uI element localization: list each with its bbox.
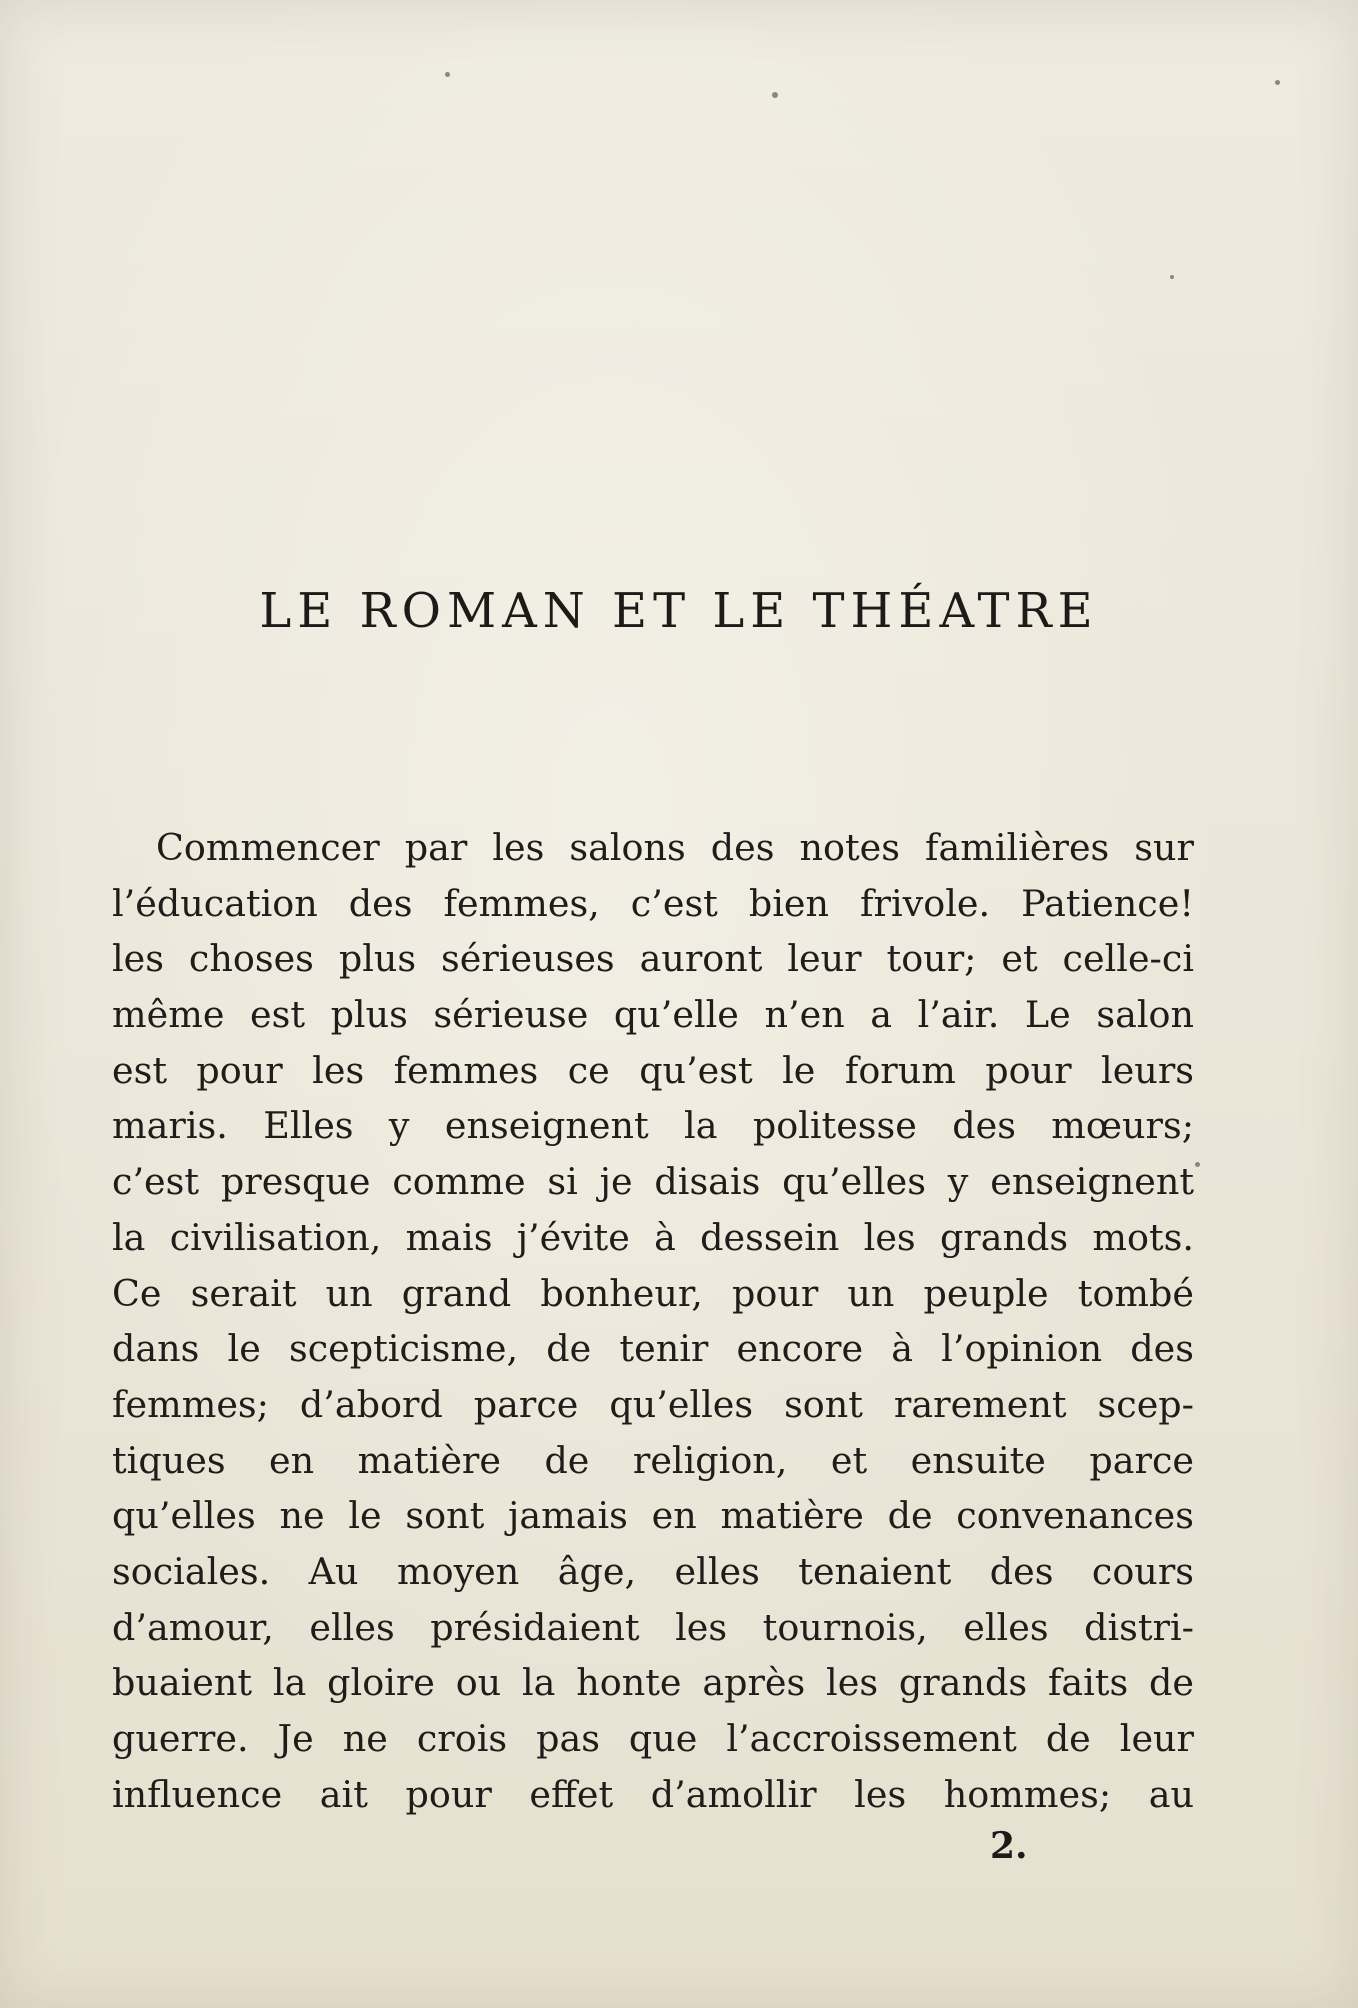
paper-speck bbox=[772, 92, 778, 98]
text-line: c’est presque comme si je disais qu’elles y enseignent bbox=[112, 1160, 1194, 1204]
text-line: la civilisation, mais j’évite à dessein les grands mots. bbox=[112, 1215, 1194, 1259]
body-paragraph bbox=[112, 820, 1194, 1822]
text-line: même est plus sérieuse qu’elle n’en a l’air. Le salon bbox=[112, 993, 1194, 1037]
text-line: est pour les femmes ce qu’est le forum pour leurs bbox=[112, 1048, 1194, 1092]
paper-speck bbox=[1195, 1162, 1200, 1167]
text-line: sociales. Au moyen âge, elles tenaient des cours bbox=[112, 1549, 1194, 1593]
paper-speck bbox=[1275, 80, 1280, 85]
signature-mark: 2. bbox=[990, 1825, 1028, 1867]
text-line: tiques en matière de religion, et ensuite parce bbox=[112, 1438, 1194, 1482]
text-line: buaient la gloire ou la honte après les grands faits de bbox=[112, 1661, 1194, 1705]
text-line: Commencer par les salons des notes familières sur bbox=[156, 826, 1194, 869]
text-line: qu’elles ne le sont jamais en matière de convenances bbox=[112, 1494, 1194, 1538]
paper-speck bbox=[445, 72, 450, 77]
chapter-title: LE ROMAN ET LE THÉATRE bbox=[259, 583, 1099, 639]
text-line: l’éducation des femmes, c’est bien frivole. Patience! bbox=[112, 881, 1194, 925]
text-line: d’amour, elles présidaient les tournois, elles distri- bbox=[112, 1605, 1194, 1649]
text-line: les choses plus sérieuses auront leur tour; et celle-ci bbox=[112, 937, 1194, 981]
text-line: Ce serait un grand bonheur, pour un peuple tombé bbox=[112, 1271, 1194, 1315]
text-line: dans le scepticisme, de tenir encore à l’opinion des bbox=[112, 1327, 1194, 1371]
text-line: influence ait pour effet d’amollir les hommes; au bbox=[112, 1772, 1194, 1816]
text-line: femmes; d’abord parce qu’elles sont rarement scep- bbox=[112, 1382, 1194, 1426]
text-line: guerre. Je ne crois pas que l’accroissement de leur bbox=[112, 1717, 1194, 1760]
text-line: maris. Elles y enseignent la politesse des mœurs; bbox=[112, 1104, 1194, 1148]
paper-speck bbox=[1170, 275, 1174, 279]
